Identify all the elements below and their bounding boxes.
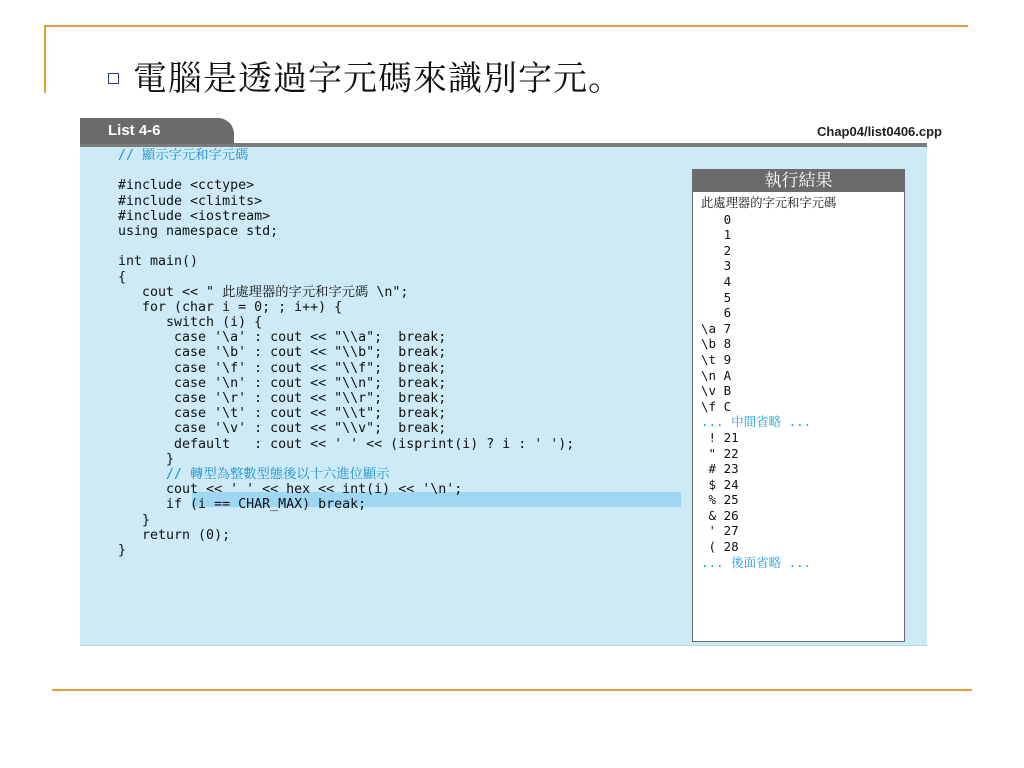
- code-line: if (i == CHAR_MAX) break;: [118, 497, 367, 513]
- code-line: }: [118, 542, 127, 558]
- result-line: 此處理器的字元和字元碼: [701, 196, 837, 210]
- result-line: $ 24: [701, 476, 739, 492]
- result-line: ' 27: [701, 523, 739, 539]
- result-output: [701, 196, 836, 570]
- result-line: & 26: [701, 507, 739, 523]
- code-line: int main(): [118, 254, 199, 270]
- result-box: [692, 169, 905, 642]
- code-line: case '\r' : cout << "\\r"; break;: [118, 391, 447, 406]
- code-line: case '\v' : cout << "\\v"; break;: [118, 421, 447, 437]
- code-listing: [118, 148, 574, 558]
- code-line: #include <climits>: [118, 193, 263, 209]
- result-line: % 25: [701, 492, 739, 508]
- result-line: # 23: [701, 461, 739, 477]
- result-line: 1: [701, 227, 732, 243]
- left-rule: [44, 25, 46, 93]
- result-line: ... 中間省略 ...: [701, 414, 812, 430]
- code-line: case '\t' : cout << "\\t"; break;: [118, 406, 447, 422]
- code-line: case '\f' : cout << "\\f"; break;: [118, 360, 447, 376]
- code-line: for (char i = 0; ; i++) {: [118, 299, 343, 315]
- bottom-rule: [52, 689, 972, 691]
- list-tab-label: List 4-6: [108, 122, 161, 139]
- code-line: }: [118, 451, 175, 467]
- code-line: {: [118, 269, 127, 285]
- result-line: 4: [701, 273, 732, 289]
- code-line: using namespace std;: [118, 223, 279, 239]
- result-line: \a 7: [701, 320, 732, 336]
- top-rule: [44, 25, 968, 27]
- result-line: 2: [701, 242, 732, 258]
- code-line: return (0);: [118, 527, 231, 543]
- result-line: \t 9: [701, 351, 732, 367]
- code-line: #include <cctype>: [118, 178, 255, 194]
- result-line: ( 28: [701, 539, 739, 555]
- result-title: 執行結果: [693, 170, 904, 192]
- result-line: 5: [701, 289, 732, 305]
- result-line: 6: [701, 305, 732, 321]
- code-line: cout << ' ' << hex << int(i) << '\n';: [118, 482, 463, 498]
- code-line: }: [118, 512, 151, 528]
- code-line: switch (i) {: [118, 315, 263, 331]
- square-bullet-icon: [108, 73, 119, 84]
- file-name: Chap04/list0406.cpp: [817, 124, 942, 139]
- result-line: \f C: [701, 398, 732, 414]
- bullet-point: [108, 50, 623, 100]
- code-line: case '\a' : cout << "\\a"; break;: [118, 330, 447, 346]
- code-line: #include <iostream>: [118, 208, 271, 224]
- result-line: " 22: [701, 445, 739, 461]
- result-line: ! 21: [701, 429, 739, 445]
- bullet-text: 電腦是透過字元碼來識別字元。: [133, 58, 623, 99]
- result-line: ... 後面省略 ...: [701, 554, 812, 570]
- code-line: case '\b' : cout << "\\b"; break;: [118, 345, 447, 361]
- result-line: 3: [701, 258, 732, 274]
- result-line: 0: [701, 211, 732, 227]
- result-line: \v B: [701, 383, 732, 399]
- list-tab: [80, 118, 234, 144]
- code-line: default : cout << ' ' << (isprint(i) ? i : ' ');: [118, 436, 575, 452]
- code-line: [118, 163, 574, 178]
- result-line: \n A: [701, 367, 732, 383]
- code-line: [118, 239, 574, 254]
- result-line: \b 8: [701, 336, 732, 352]
- code-line: // 轉型為整數型態後以十六進位顯示: [118, 466, 390, 482]
- code-line: // 顯示字元和字元碼: [118, 148, 249, 163]
- code-line: case '\n' : cout << "\\n"; break;: [118, 375, 447, 391]
- code-line: cout << " 此處理器的字元和字元碼 \n";: [118, 284, 409, 300]
